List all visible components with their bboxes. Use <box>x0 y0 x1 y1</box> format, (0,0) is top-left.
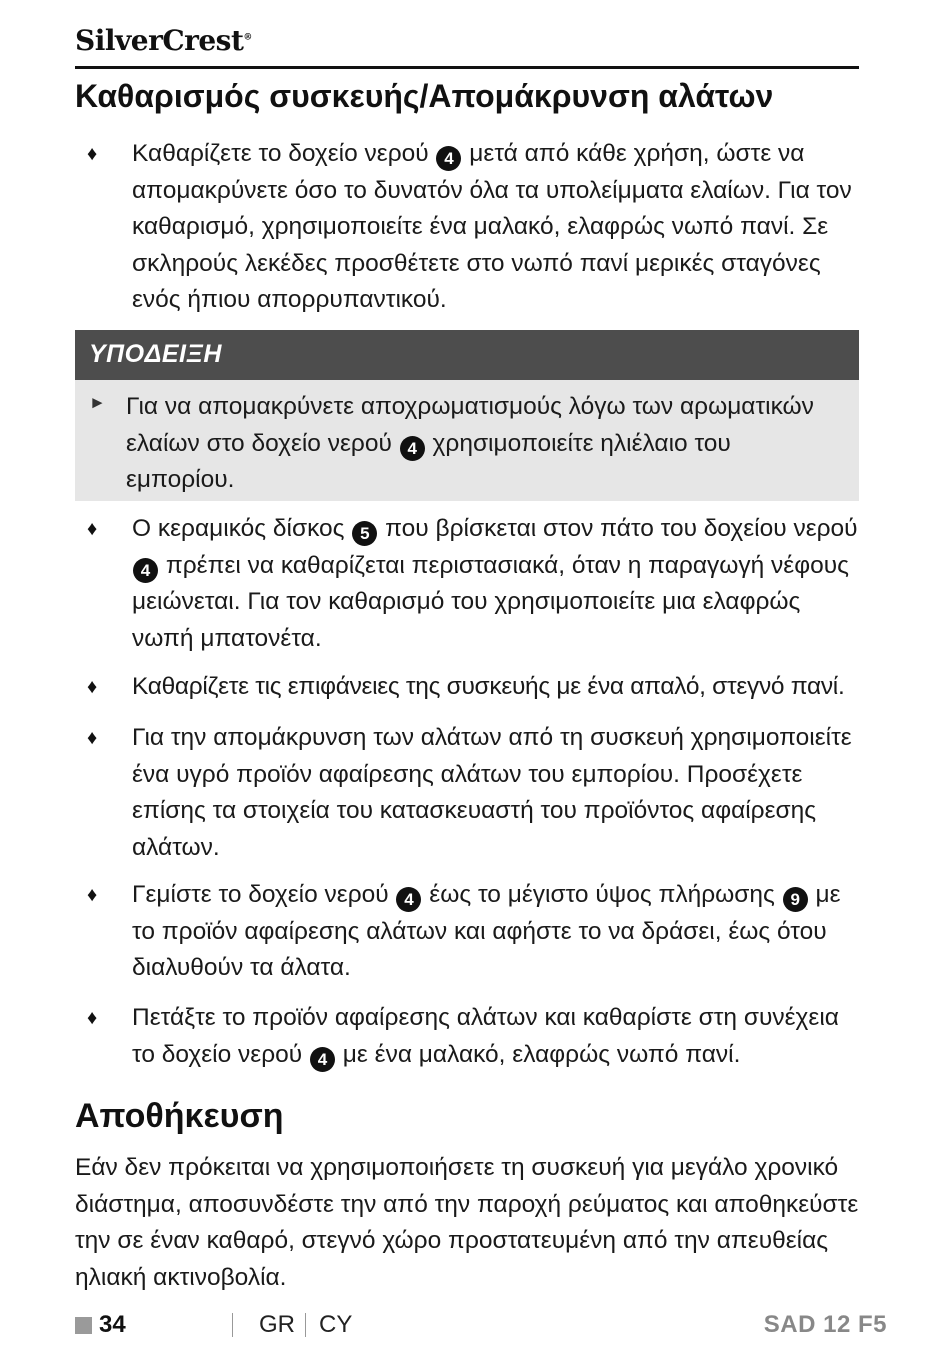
language-code: GR <box>259 1311 295 1338</box>
note-header <box>75 330 859 380</box>
list-item-text: Πετάξτε το προϊόν αφαίρεσης αλάτων και καθαρίστε στη συνέχεια το δοχείο νερού 4 με ένα μαλακό, ελαφρώς νωπό πανί. <box>132 1000 859 1073</box>
list-item <box>75 720 859 866</box>
list-item-text: Ο κεραμικός δίσκος 5 που βρίσκεται στον πάτο του δοχείου νερού 4 πρέπει να καθαρίζεται περιστασιακά, όταν η παραγωγή νέφους μειώνεται. Για τον καθαρισμό του χρησιμοποιείτε μια ελαφρώς νωπή μπατονέτα. <box>132 515 858 652</box>
list-item <box>75 1000 859 1073</box>
model-number: SAD 12 F5 <box>763 1311 887 1338</box>
page-marker-icon <box>75 1317 92 1334</box>
page-number: 34 <box>99 1311 126 1338</box>
part-number-badge: 5 <box>352 521 377 546</box>
bullet-icon: ♦ <box>87 676 98 698</box>
bullet-icon: ♦ <box>87 1007 98 1029</box>
list-item-text: Γεμίστε το δοχείο νερού 4 έως το μέγιστο ύψος πλήρωσης 9 με το προϊόν αφαίρεσης αλάτων και αφήστε το να δράσει, έως ότου διαλυθούν τα άλατα. <box>132 881 841 981</box>
part-number-badge: 4 <box>436 146 461 171</box>
section-title-cleaning: Καθαρισμός συσκευής/Απομάκρυνση αλάτων <box>75 78 774 114</box>
list-item-text: Καθαρίζετε τις επιφάνειες της συσκευής με ένα απαλό, στεγνό πανί. <box>132 673 845 700</box>
bullet-icon: ♦ <box>87 143 98 165</box>
brand-logo <box>75 24 252 57</box>
list-item-text: Για την απομάκρυνση των αλάτων από τη συσκευή χρησιμοποιείτε ένα υγρό προϊόν αφαίρεσης αλάτων του εμπορίου. Προσέχετε επίσης τα στοιχεία του κατασκευαστή του προϊόντος αφαίρεσης αλάτων. <box>132 724 852 861</box>
list-item <box>75 511 859 657</box>
part-number-badge: 4 <box>400 436 425 461</box>
part-number-badge: 4 <box>396 887 421 912</box>
part-number-badge: 4 <box>133 558 158 583</box>
list-item <box>75 669 859 706</box>
bullet-icon: ♦ <box>87 518 98 540</box>
header-rule <box>75 66 859 69</box>
note-box <box>75 380 859 501</box>
bullet-icon: ♦ <box>87 884 98 906</box>
part-number-badge: 9 <box>783 887 808 912</box>
note-text: Για να απομακρύνετε αποχρωματισμούς λόγω των αρωματικών ελαίων στο δοχείο νερού 4 χρησιμοποιείτε ηλιέλαιο του εμπορίου. <box>126 393 814 493</box>
section-title-storage: Αποθήκευση <box>75 1097 284 1135</box>
language-code: CY <box>319 1311 353 1338</box>
page-footer <box>75 1310 887 1342</box>
footer-divider <box>305 1313 306 1337</box>
list-item-text: Καθαρίζετε το δοχείο νερού 4 μετά από κάθε χρήση, ώστε να απομακρύνετε όσο το δυνατόν όλα τα υπολείμματα ελαίων. Για τον καθαρισμό, χρησιμοποιείτε ένα μαλακό, ελαφρώς νωπό πανί. Σε σκληρούς λεκέδες προσθέτετε στο νωπό πανί μερικές σταγόνες ενός ήπιου απορρυπαντικού. <box>132 140 852 313</box>
registered-mark: ® <box>243 32 252 43</box>
list-item <box>75 877 859 987</box>
bullet-icon: ♦ <box>87 727 98 749</box>
footer-divider <box>232 1313 233 1337</box>
brand-name: SilverCrest <box>75 24 244 57</box>
list-item <box>75 136 859 319</box>
storage-paragraph: Εάν δεν πρόκειται να χρησιμοποιήσετε τη συσκευή για μεγάλο χρονικό διάστημα, αποσυνδέστε την από την παροχή ρεύματος και αποθηκεύστε την σε έναν καθαρό, στεγνό χώρο προστατευμένη από την απευθείας ηλιακή ακτινοβολία. <box>75 1154 859 1291</box>
arrow-right-icon: ► <box>89 393 106 412</box>
part-number-badge: 4 <box>310 1047 335 1072</box>
note-heading: ΥΠΟΔΕΙΞΗ <box>89 340 222 368</box>
